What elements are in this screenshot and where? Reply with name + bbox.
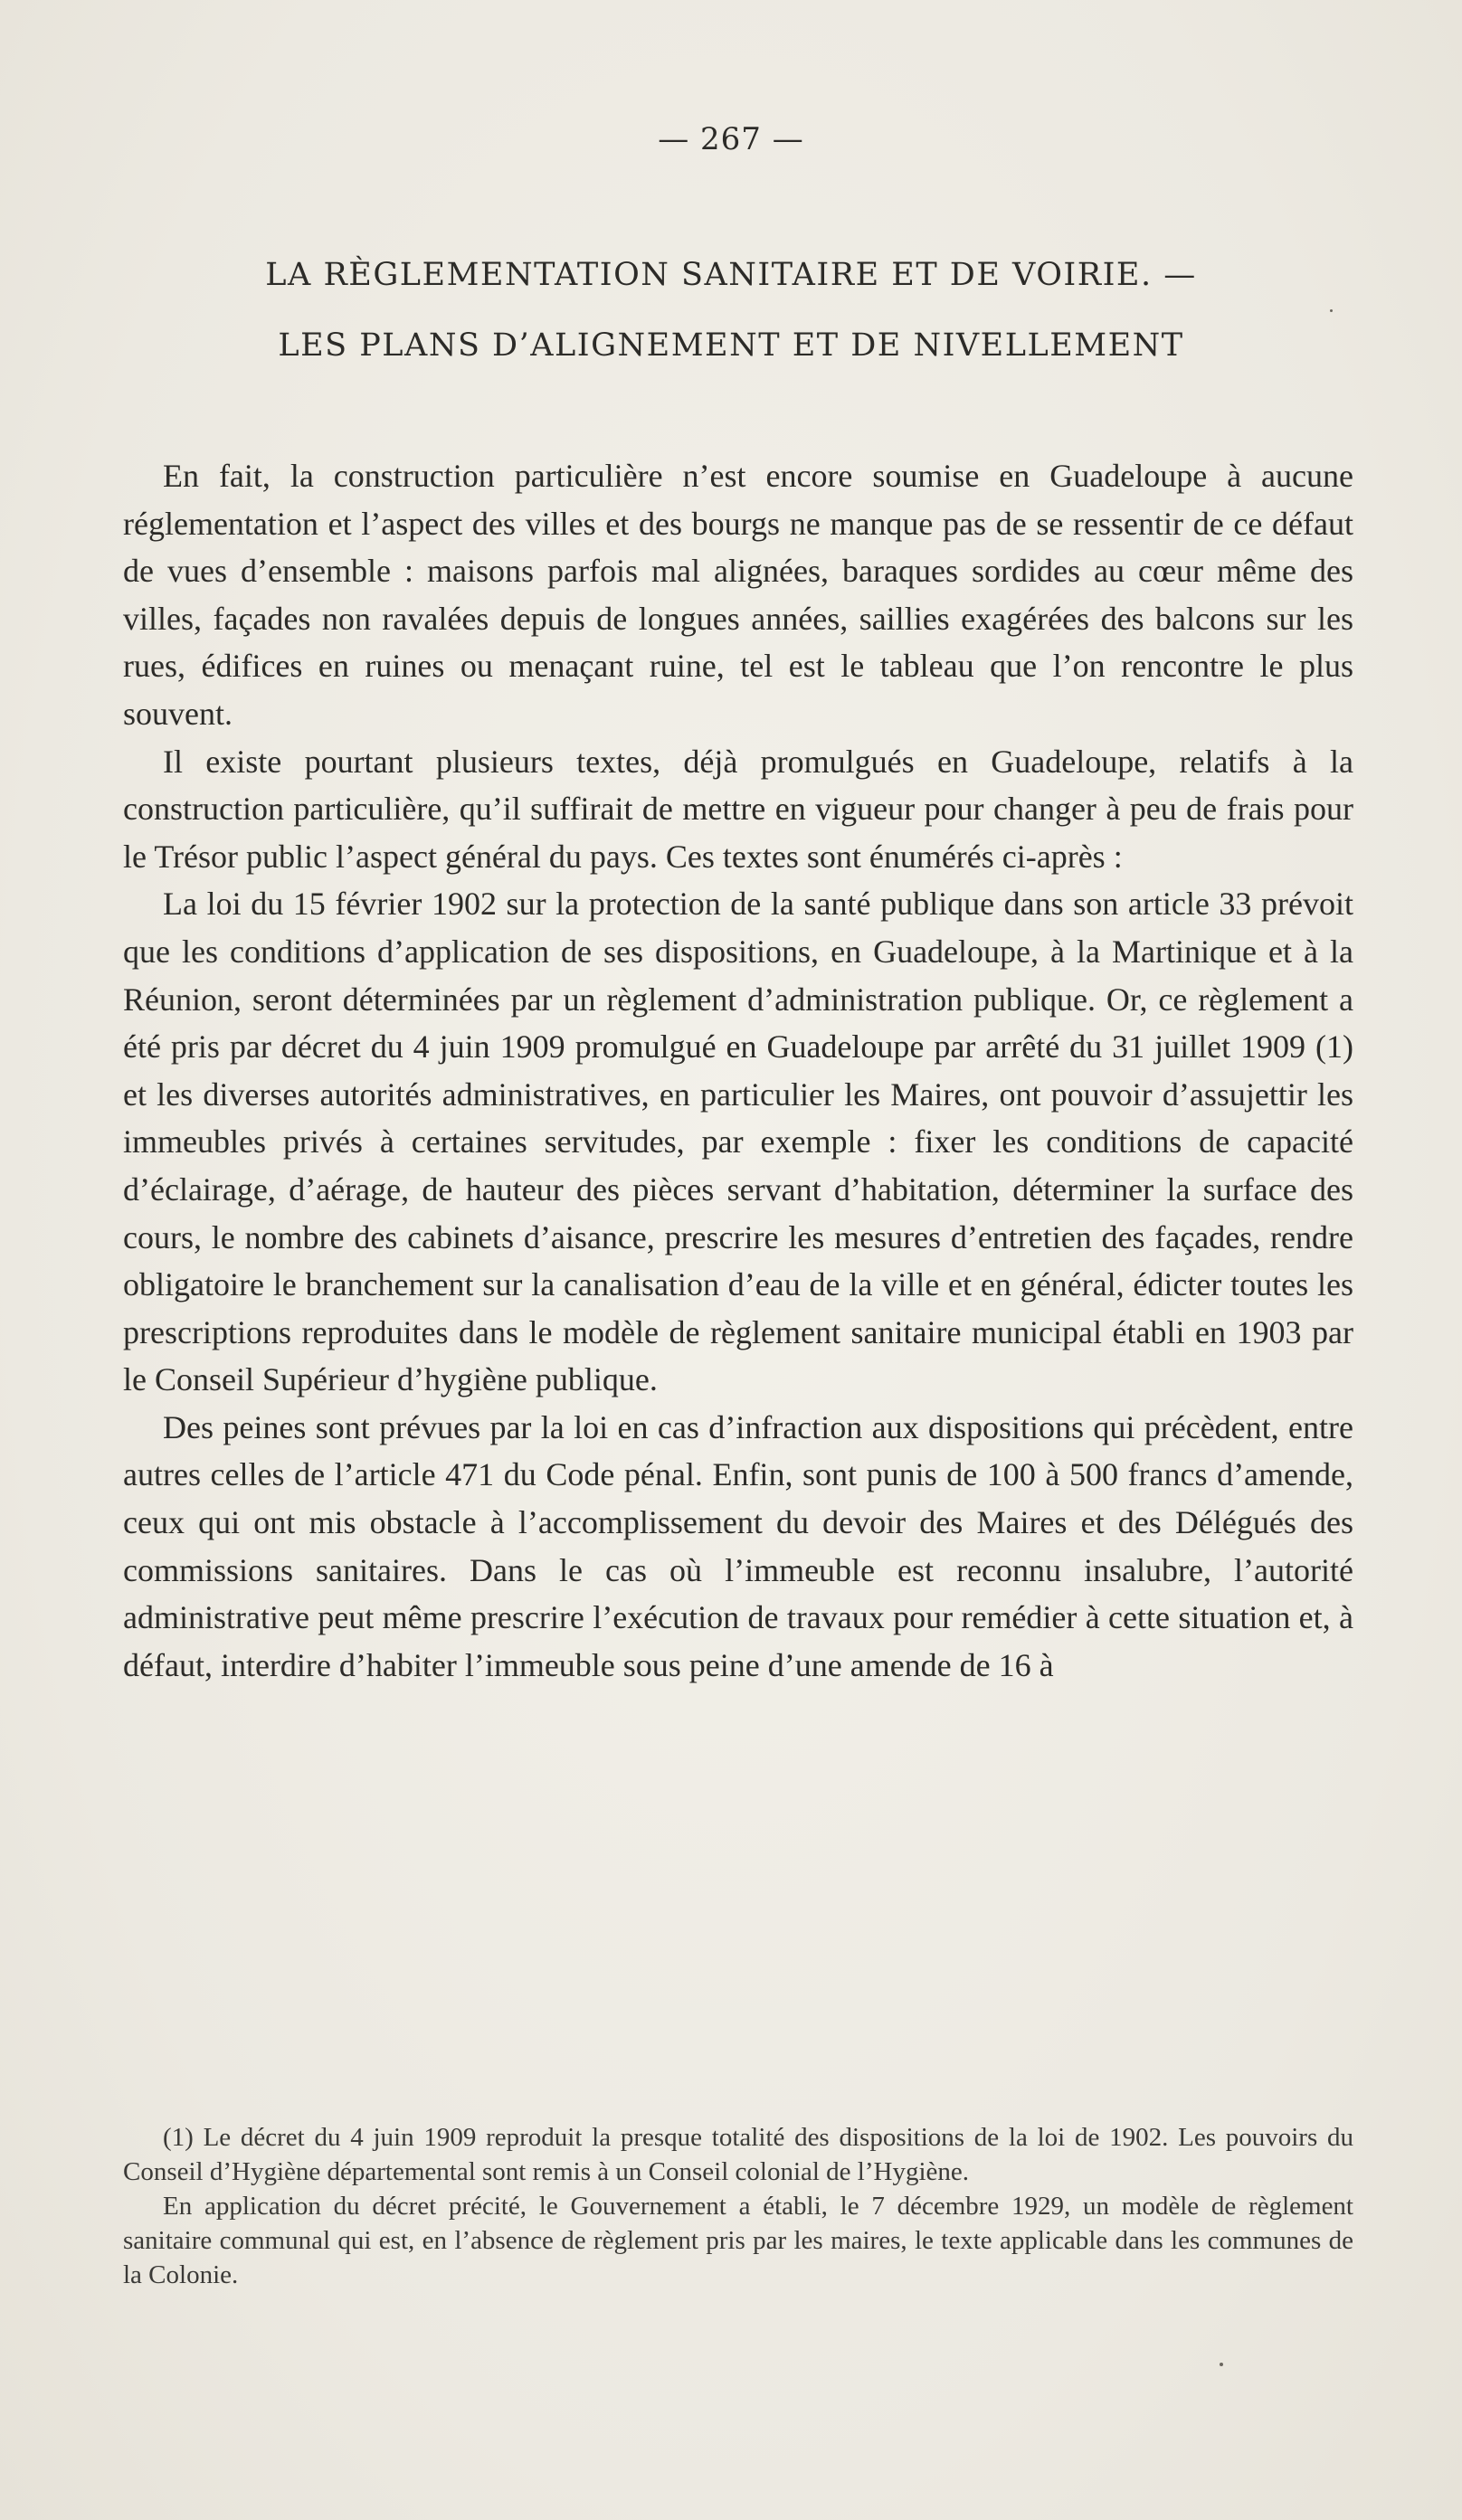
footnotes bbox=[123, 2120, 1353, 2292]
paragraph: Des peines sont prévues par la loi en cas d’infraction aux dispositions qui précèdent, entre autres celles de l’article 471 du Code pénal. Enfin, sont punis de 100 à 500 francs d’amende, ceux qui ont mis obstacle à l’accomplissement du devoir des Maires et des Délégués des commissions sanitaires. Dans le cas où l’immeuble est reconnu insalubre, l’autorité administrative peut même prescrire l’exécution de travaux pour remédier à cette situation et, à défaut, interdire d’habiter l’immeuble sous peine d’une amende de 16 à bbox=[123, 1408, 1353, 1683]
chapter-title-line-2: LES PLANS D’ALIGNEMENT ET DE NIVELLEMENT bbox=[278, 327, 1184, 364]
page-number: — 267 — bbox=[658, 121, 804, 157]
chapter-title-line-1: LA RÈGLEMENTATION SANITAIRE ET DE VOIRIE. — bbox=[265, 257, 1197, 293]
paragraph: La loi du 15 février 1902 sur la protection de la santé publique dans son article 33 prévoit que les conditions d’application de ses dispositions, en Guadeloupe, à la Martinique et à la Réunion, seront déterminées par un règlement d’administration publique. Or, ce règlement a été pris par décret du 4 juin 1909 promulgué en Guadeloupe par arrêté du 31 juillet 1909 (1) et les diverses autorités administratives, en particulier les Maires, ont pouvoir d’assujettir les immeubles privés à certaines servitudes, par exemple : fixer les conditions de capacité d’éclairage, d’aérage, de hauteur des pièces servant d’habitation, déterminer la surface des cours, le nombre des cabinets d’aisance, prescrire les mesures d’entretien des façades, rendre obligatoire le branchement sur la canalisation d’eau de la ville et en général, édicter toutes les prescriptions reproduites dans le modèle de règlement sanitaire municipal établi en 1903 par le Conseil Supérieur d’hygiène publique. bbox=[123, 886, 1353, 1398]
paragraph: En fait, la construction particulière n’est encore soumise en Guadeloupe à aucune réglementation et l’aspect des villes et des bourgs ne manque pas de se ressentir de ce défaut de vues d’ensemble : maisons parfois mal alignées, baraques sordides au cœur même des villes, façades non ravalées depuis de longues années, saillies exagérées des balcons sur les rues, édifices en ruines ou menaçant ruine, tel est le tableau que l’on rencontre le plus souvent. bbox=[123, 458, 1353, 732]
footnote: (1) Le décret du 4 juin 1909 reproduit la presque totalité des dispositions de la loi de 1902. Les pouvoirs du Conseil d’Hygiène départemental sont remis à un Conseil colonial de l’Hygiène. bbox=[123, 2123, 1353, 2186]
paper-speck bbox=[1220, 2363, 1223, 2366]
body-text bbox=[123, 452, 1353, 1689]
footnote: En application du décret précité, le Gouvernement a établi, le 7 décembre 1929, un modèle de règlement sanitaire communal qui est, en l’absence de règlement pris par les maires, le texte applicable dans les communes de la Colonie. bbox=[123, 2192, 1353, 2289]
paragraph: Il existe pourtant plusieurs textes, déjà promulgués en Guadeloupe, relatifs à la construction particulière, qu’il suffirait de mettre en vigueur pour changer à peu de frais pour le Trésor public l’aspect général du pays. Ces textes sont énumérés ci-après : bbox=[123, 743, 1353, 875]
paper-speck bbox=[1330, 309, 1333, 312]
